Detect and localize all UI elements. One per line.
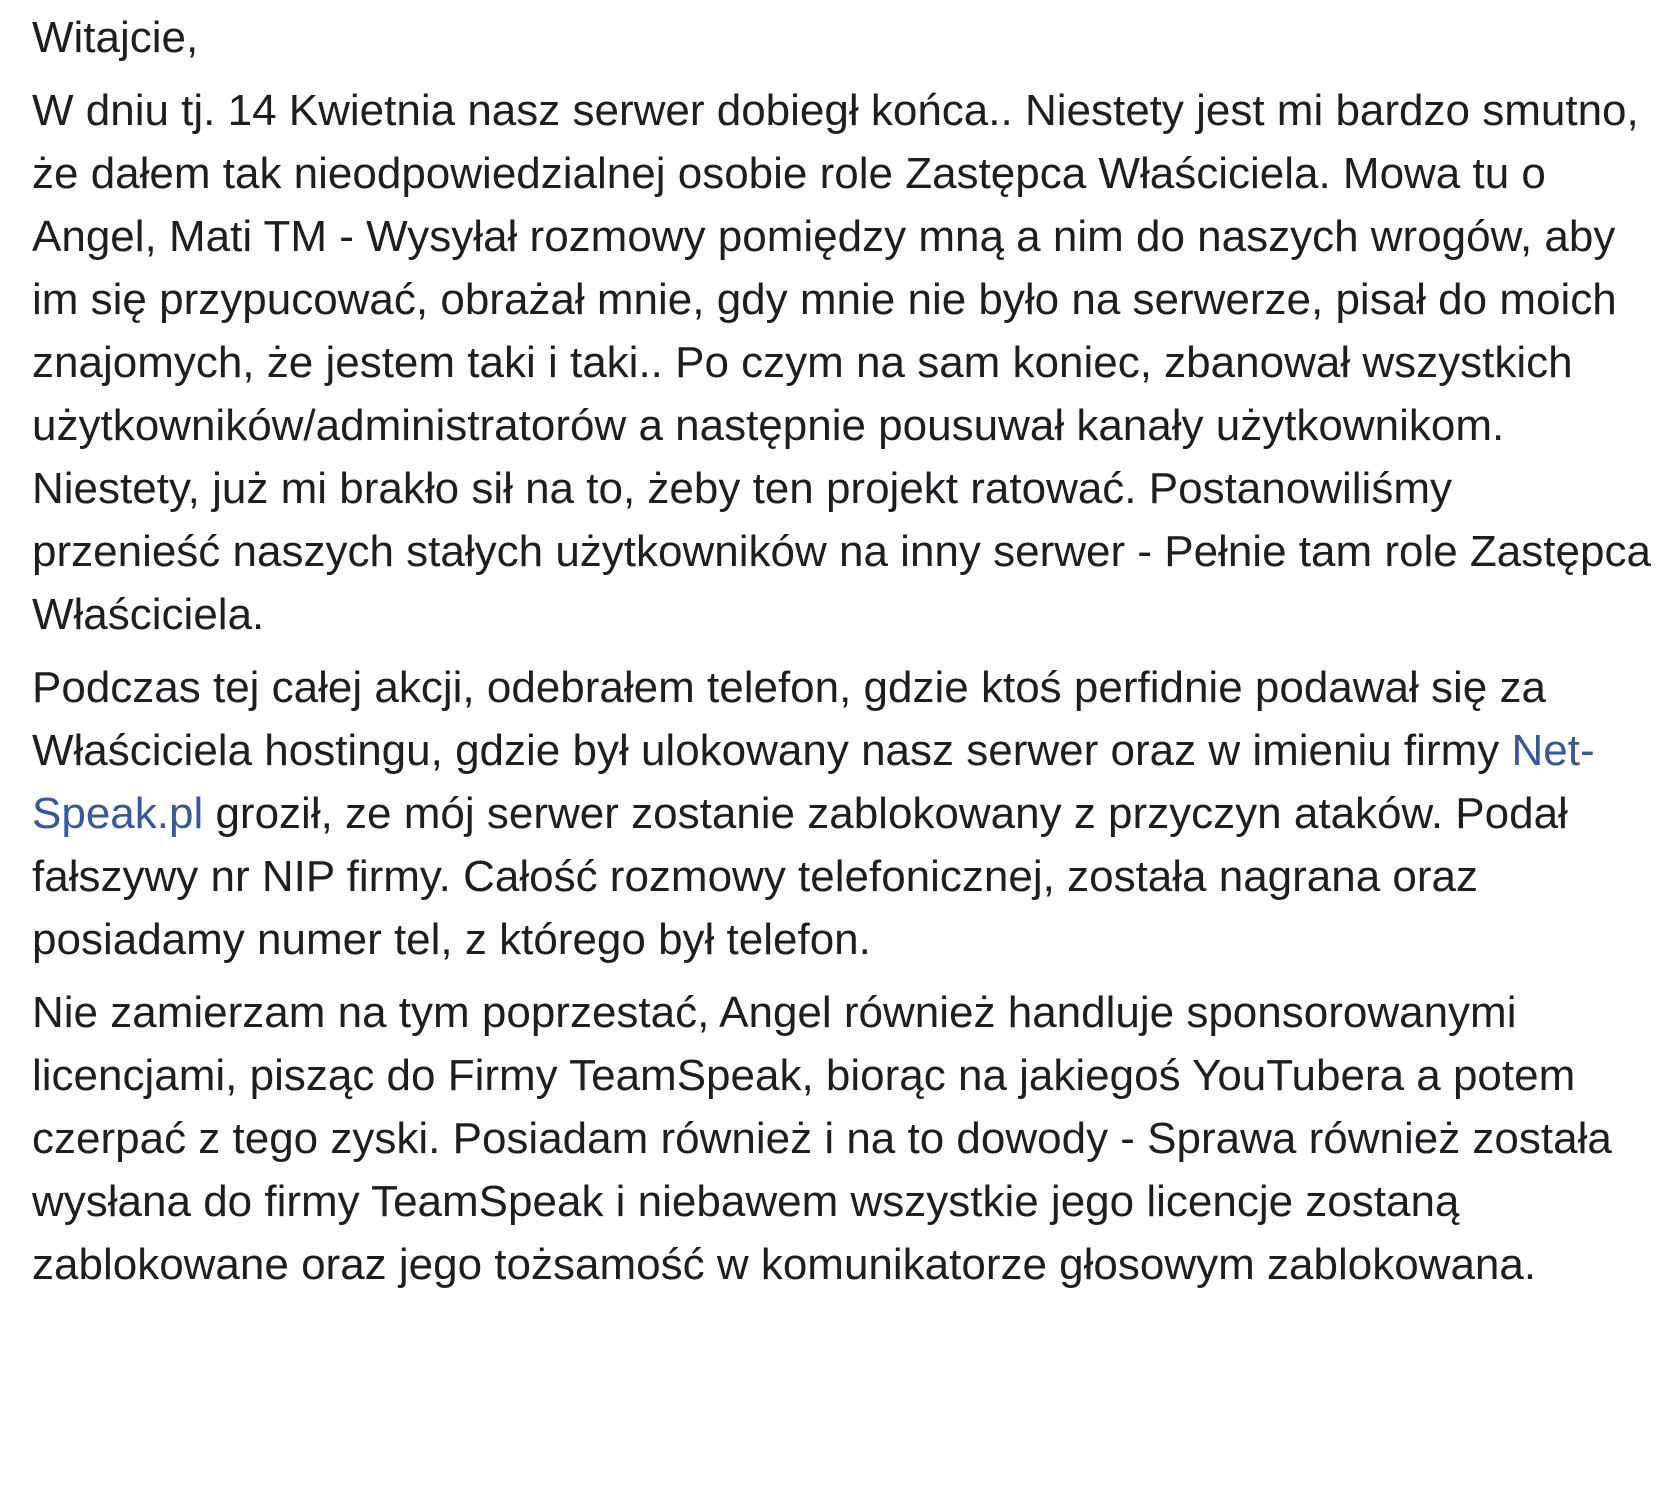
post-paragraph-2 bbox=[32, 656, 1652, 971]
post-greeting: Witajcie, bbox=[32, 13, 199, 62]
post-paragraph-2-text-before: Podczas tej całej akcji, odebrałem telefon, gdzie ktoś perfidnie podawał się za Właściciela hostingu, gdzie był ulokowany nasz serwer oraz w imieniu firmy bbox=[32, 663, 1546, 775]
post-paragraph-3: Nie zamierzam na tym poprzestać, Angel również handluje sponsorowanymi licencjami, pisząc do Firmy TeamSpeak, biorąc na jakiegoś YouTubera a potem czerpać z tego zyski. Posiadam również i na to dowody - Sprawa również została wysłana do firmy TeamSpeak i niebawem wszystkie jego licencje zostaną zablokowane oraz jego tożsamość w komunikatorze głosowym zablokowana. bbox=[32, 988, 1612, 1289]
post-paragraph-1: W dniu tj. 14 Kwietnia nasz serwer dobiegł końca.. Niestety jest mi bardzo smutno, że dałem tak nieodpowiedzialnej osobie role Zastępca Właściciela. Mowa tu o Angel, Mati TM - Wysyłał rozmowy pomiędzy mną a nim do naszych wrogów, aby im się przypucować, obrażał mnie, gdy mnie nie było na serwerze, pisał do moich znajomych, że jestem taki i taki.. Po czym na sam koniec, zbanował wszystkich użytkowników/administratorów a następnie pousuwał kanały użytkownikom. Niestety, już mi brakło sił na to, żeby ten projekt ratować. Postanowiliśmy przenieść naszych stałych użytkowników na inny serwer - Pełnie tam role Zastępca Właściciela. bbox=[32, 86, 1651, 639]
post-body bbox=[32, 6, 1652, 1306]
net-speak-link[interactable]: Net-Speak.pl bbox=[32, 726, 1595, 838]
post-paragraph-2-text-after: groził, ze mój serwer zostanie zablokowany z przyczyn ataków. Podał fałszywy nr NIP firmy. Całość rozmowy telefonicznej, została nagrana oraz posiadamy numer tel, z którego był telefon. bbox=[32, 789, 1568, 964]
